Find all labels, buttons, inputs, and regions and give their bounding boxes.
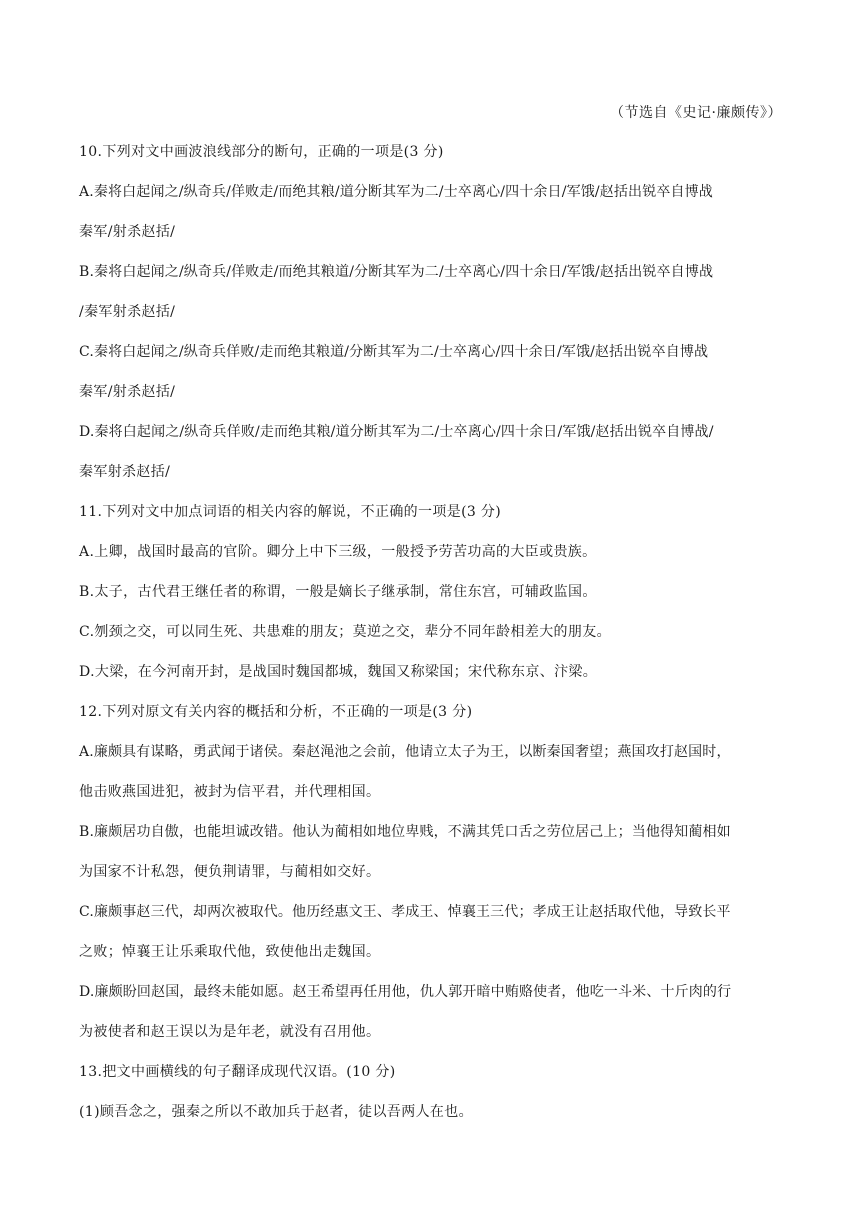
question-12-stem: 12.下列对原文有关内容的概括和分析，不正确的一项是(3 分): [79, 704, 473, 720]
option-12b-line-2: 为国家不计私怨，便负荆请罪，与蔺相如交好。: [79, 864, 381, 880]
option-12d-line-1: D.廉颇盼回赵国，最终未能如愿。赵王希望再任用他，仇人郭开暗中贿赂使者，他吃一斗米、十斤肉的行: [79, 984, 732, 1000]
option-10c-line-1: C.秦将白起闻之/纵奇兵佯败/走而绝其粮道/分断其军为二/士卒离心/四十余日/军饿/赵括出锐卒自博战: [79, 344, 709, 360]
option-12a-line-2: 他击败燕国进犯，被封为信平君，并代理相国。: [79, 784, 381, 800]
option-10a-line-1: A.秦将白起闻之/纵奇兵/佯败走/而绝其粮/道分断其军为二/士卒离心/四十余日/军饿/赵括出锐卒自博战: [79, 184, 713, 200]
question-13-stem: 13.把文中画横线的句子翻译成现代汉语。(10 分): [79, 1064, 396, 1080]
option-12c-line-1: C.廉颇事赵三代，却两次被取代。他历经惠文王、孝成王、悼襄王三代；孝成王让赵括取代他，导致长平: [79, 904, 731, 920]
option-10b-line-1: B.秦将白起闻之/纵奇兵/佯败走/而绝其粮道/分断其军为二/士卒离心/四十余日/军饿/赵括出锐卒自博战: [79, 264, 714, 280]
option-11c: C.刎颈之交，可以同生死、共患难的朋友；莫逆之交，辈分不同年龄相差大的朋友。: [79, 624, 611, 640]
option-11b: B.太子，古代君王继任者的称谓，一般是嫡长子继承制，常住东宫，可辅政监国。: [79, 584, 597, 600]
source-note: （节选自《史记·廉颇传》）: [610, 105, 782, 121]
question-10-stem: 10.下列对文中画波浪线部分的断句，正确的一项是(3 分): [79, 144, 444, 160]
option-12b-line-1: B.廉颇居功自傲，也能坦诚改错。他认为蔺相如地位卑贱，不满其凭口舌之劳位居己上；当他得知蔺相如: [79, 824, 731, 840]
option-10d-line-1: D.秦将白起闻之/纵奇兵佯败/走而绝其粮/道分断其军为二/士卒离心/四十余日/军饿/赵括出锐卒自博战/: [79, 424, 714, 440]
option-10b-line-2: /秦军射杀赵括/: [79, 304, 176, 320]
question-content: [79, 142, 794, 1142]
option-11d: D.大梁，在今河南开封，是战国时魏国都城，魏国又称梁国；宋代称东京、汴梁。: [79, 664, 598, 680]
option-10c-line-2: 秦军/射杀赵括/: [79, 384, 176, 400]
option-10d-line-2: 秦军射杀赵括/: [79, 464, 171, 480]
question-11-stem: 11.下列对文中加点词语的相关内容的解说，不正确的一项是(3 分): [79, 504, 502, 520]
option-12a-line-1: A.廉颇具有谋略，勇武闻于诸侯。秦赵渑池之会前，他请立太子为王，以断秦国奢望；燕国攻打赵国时，: [79, 744, 731, 760]
option-12d-line-2: 为被使者和赵王误以为是年老，就没有召用他。: [79, 1024, 381, 1040]
option-12c-line-2: 之败；悼襄王让乐乘取代他，致使他出走魏国。: [79, 944, 381, 960]
question-13-sentence-1: (1)顾吾念之，强秦之所以不敢加兵于赵者，徒以吾两人在也。: [79, 1104, 473, 1120]
option-11a: A.上卿，战国时最高的官阶。卿分上中下三级，一般授予劳苦功高的大臣或贵族。: [79, 544, 597, 560]
option-10a-line-2: 秦军/射杀赵括/: [79, 224, 176, 240]
